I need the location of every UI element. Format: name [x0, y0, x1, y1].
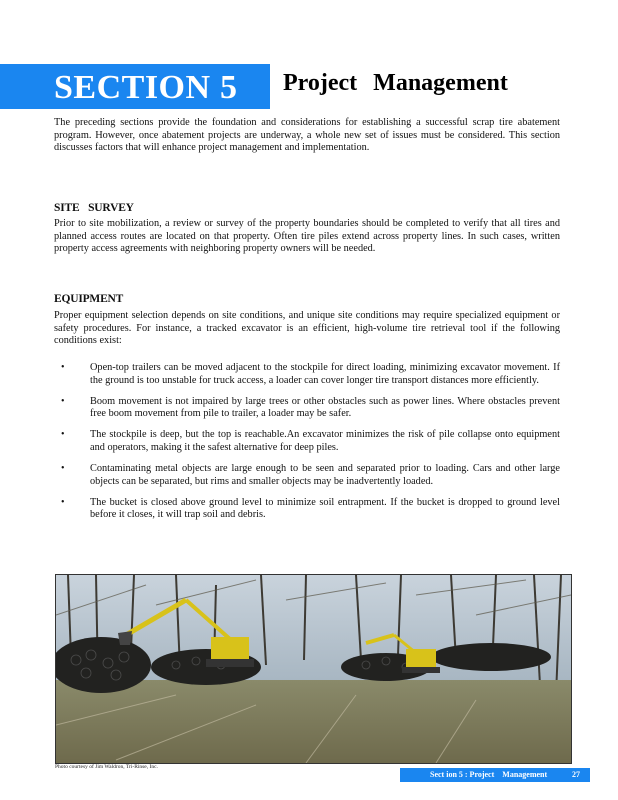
equipment-conditions-list [54, 362, 560, 530]
list-item [54, 497, 560, 522]
excavator-site-photo [55, 574, 572, 764]
site-survey-paragraph: Prior to site mobilization, a review or survey of the property boundaries should be completed to verify that all tires and planned access routes are located on that property. Often tire piles extend across property lines. In such cases, written property access agreements with neighboring property owners will be needed. [54, 218, 560, 255]
list-item-text: The stockpile is deep, but the top is reachable.An excavator minimizes the risk of pile collapse onto equipment and operators, making it the safest alternative for deep piles. [90, 429, 560, 453]
list-item [54, 429, 560, 454]
section-banner [0, 64, 270, 109]
intro-paragraph: The preceding sections provide the foundation and considerations for establishing a successful scrap tire abatement program. However, once abatement projects are underway, a whole new set of issues must be considered. This section discusses factors that will enhance project management and implementation. [54, 117, 560, 154]
section-word: SECTION [54, 69, 211, 106]
photo-illustration [56, 575, 571, 763]
bullet-marker: • [61, 463, 65, 475]
bullet-marker: • [61, 496, 65, 508]
footer-section-label: Sect ion 5 : Project Management [430, 770, 548, 779]
site-survey-heading: SITE SURVEY [54, 202, 134, 214]
list-item-text: Contaminating metal objects are large enough to be seen and separated prior to loading. Cars and other large objects can be separated, but rims and smaller objects may be inadvertently loaded. [90, 463, 560, 487]
page-number: 27 [572, 770, 580, 779]
list-item-text: The bucket is closed above ground level to minimize soil entrapment. If the bucket is dropped to ground level before it closes, it will trap soil and debris. [90, 496, 560, 521]
equipment-heading: EQUIPMENT [54, 293, 124, 305]
list-item-text: Boom movement is not impaired by large trees or other obstacles such as power lines. Where obstacles prevent free boom movement from pile to trailer, a loader may be safer. [90, 395, 560, 420]
page-footer [400, 768, 590, 782]
bullet-marker: • [61, 395, 65, 407]
page-title: Project Management [283, 70, 508, 96]
list-item-text: Open-top trailers can be moved adjacent to the stockpile for direct loading, minimizing excavator movement. If the ground is too unstable for truck access, a loader can cover longer tire transport distances more efficiently. [90, 362, 560, 386]
bullet-marker: • [61, 429, 65, 441]
photo-caption: Photo courtesy of Jim Waldron, Tri-Rinse, Inc. [55, 764, 158, 770]
section-number: 5 [220, 69, 238, 106]
list-item [54, 463, 560, 488]
equipment-paragraph: Proper equipment selection depends on site conditions, and unique site conditions may require specialized equipment or safety procedures. For instance, a tracked excavator is an efficient, high-volume tire retrieval tool if the following conditions exist: [54, 310, 560, 347]
list-item [54, 396, 560, 421]
list-item [54, 362, 560, 387]
bullet-marker: • [61, 362, 65, 373]
